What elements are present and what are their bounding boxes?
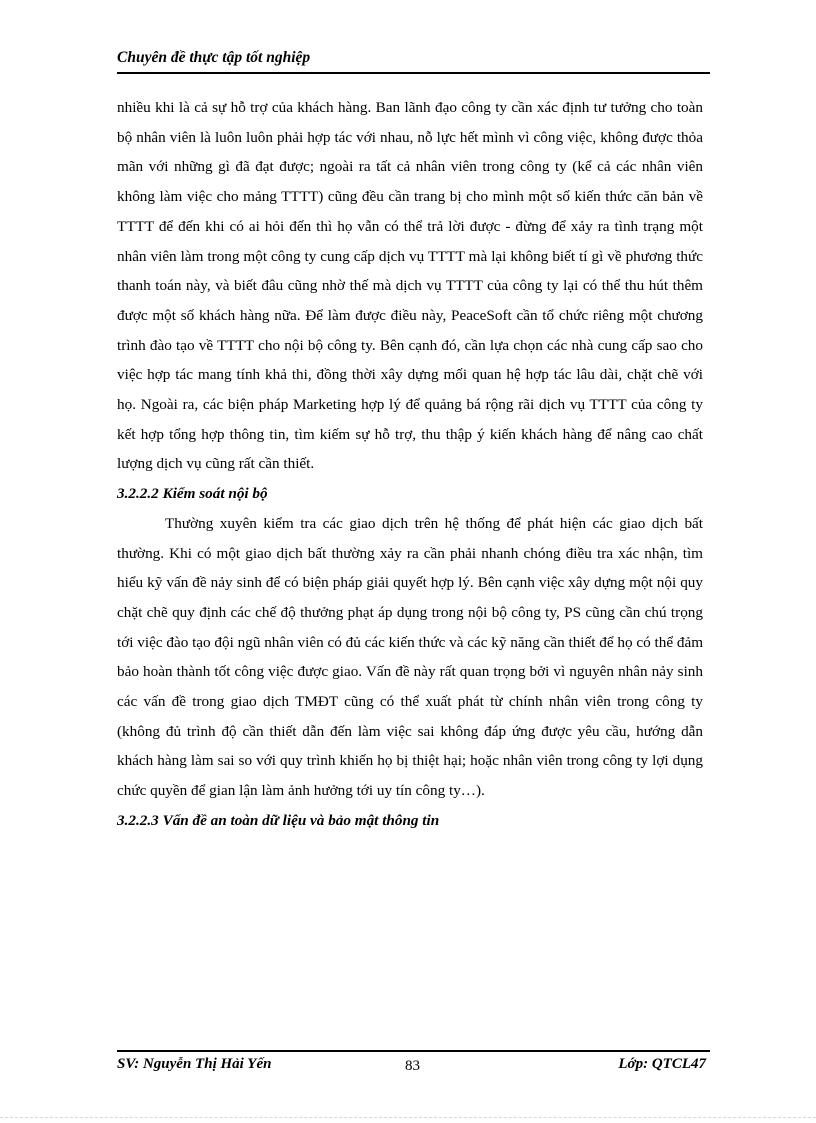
page-edge-divider <box>0 1117 816 1118</box>
section-heading: 3.2.2.2 Kiểm soát nội bộ <box>117 485 268 503</box>
section-heading: 3.2.2.3 Vấn đề an toàn dữ liệu và bảo mật thông tin <box>117 811 440 829</box>
body-paragraph: Thường xuyên kiểm tra các giao dịch trên hệ thống để phát hiện các giao dịch bất thường. Khi có một giao dịch bất thường xảy ra cần phải nhanh chóng điều tra xác nhận, tìm hiểu kỹ vấn đề nảy sinh để có biện pháp giải quyết hợp lý. Bên cạnh việc xây dựng một nội quy chặt chẽ quy định các chế độ thưởng phạt áp dụng trong nội bộ công ty, PS cũng cần chú trọng tới việc đào tạo đội ngũ nhân viên có đủ các kiến thức và các kỹ năng cần thiết để họ có thể đảm bảo hoàn thành tốt công việc được giao. Vấn đề này rất quan trọng bởi vì nguyên nhân nảy sinh các vấn đề trong giao dịch TMĐT cũng có thể xuất phát từ chính nhân viên trong công ty (không đủ trình độ cần thiết dẫn đến làm việc sai không đáp ứng được yêu cầu, hướng dẫn khách hàng làm sai so với quy trình khiến họ bị thiệt hại; hoặc nhân viên trong công ty lợi dụng chức quyền để gian lận làm ảnh hưởng tới uy tín công ty…). <box>117 514 704 800</box>
page-footer <box>117 1050 710 1076</box>
page-header <box>117 48 710 74</box>
footer-class: Lớp: QTCL47 <box>618 1056 706 1072</box>
header-title: Chuyên đề thực tập tốt nghiệp <box>117 49 311 66</box>
document-body <box>117 93 703 836</box>
page-number: 83 <box>405 1058 420 1074</box>
footer-author: SV: Nguyễn Thị Hải Yến <box>117 1056 272 1072</box>
body-paragraph: nhiều khi là cả sự hỗ trợ của khách hàng. Ban lãnh đạo công ty cần xác định tư tưởng cho toàn bộ nhân viên là luôn luôn phải hợp tác với nhau, nỗ lực hết mình vì công việc, không được thỏa mãn với những gì đã đạt được; ngoài ra tất cả nhân viên trong công ty (kể cả các nhân viên không làm việc cho mảng TTTT) cũng đều cần trang bị cho mình một số kiến thức căn bản về TTTT để đến khi có ai hỏi đến thì họ vẫn có thể trả lời được - đừng để xảy ra tình trạng một nhân viên làm trong một công ty cung cấp dịch vụ TTTT mà lại không biết tí gì về phương thức thanh toán này, và biết đâu cũng nhờ thế mà dịch vụ TTTT của công ty lại có thể thu hút thêm được một số khách hàng nữa. Để làm được điều này, PeaceSoft cần tổ chức riêng một chương trình đào tạo về TTTT cho nội bộ công ty. Bên cạnh đó, cần lựa chọn các nhà cung cấp sao cho việc hợp tác mang tính khả thi, đồng thời xây dựng mối quan hệ hợp tác lâu dài, chặt chẽ với họ. Ngoài ra, các biện pháp Marketing hợp lý để quảng bá rộng rãi dịch vụ TTTT của công ty kết hợp tổng hợp thông tin, tìm kiếm sự hỗ trợ, thu thập ý kiến khách hàng để nâng cao chất lượng dịch vụ cũng rất cần thiết. <box>117 99 703 473</box>
